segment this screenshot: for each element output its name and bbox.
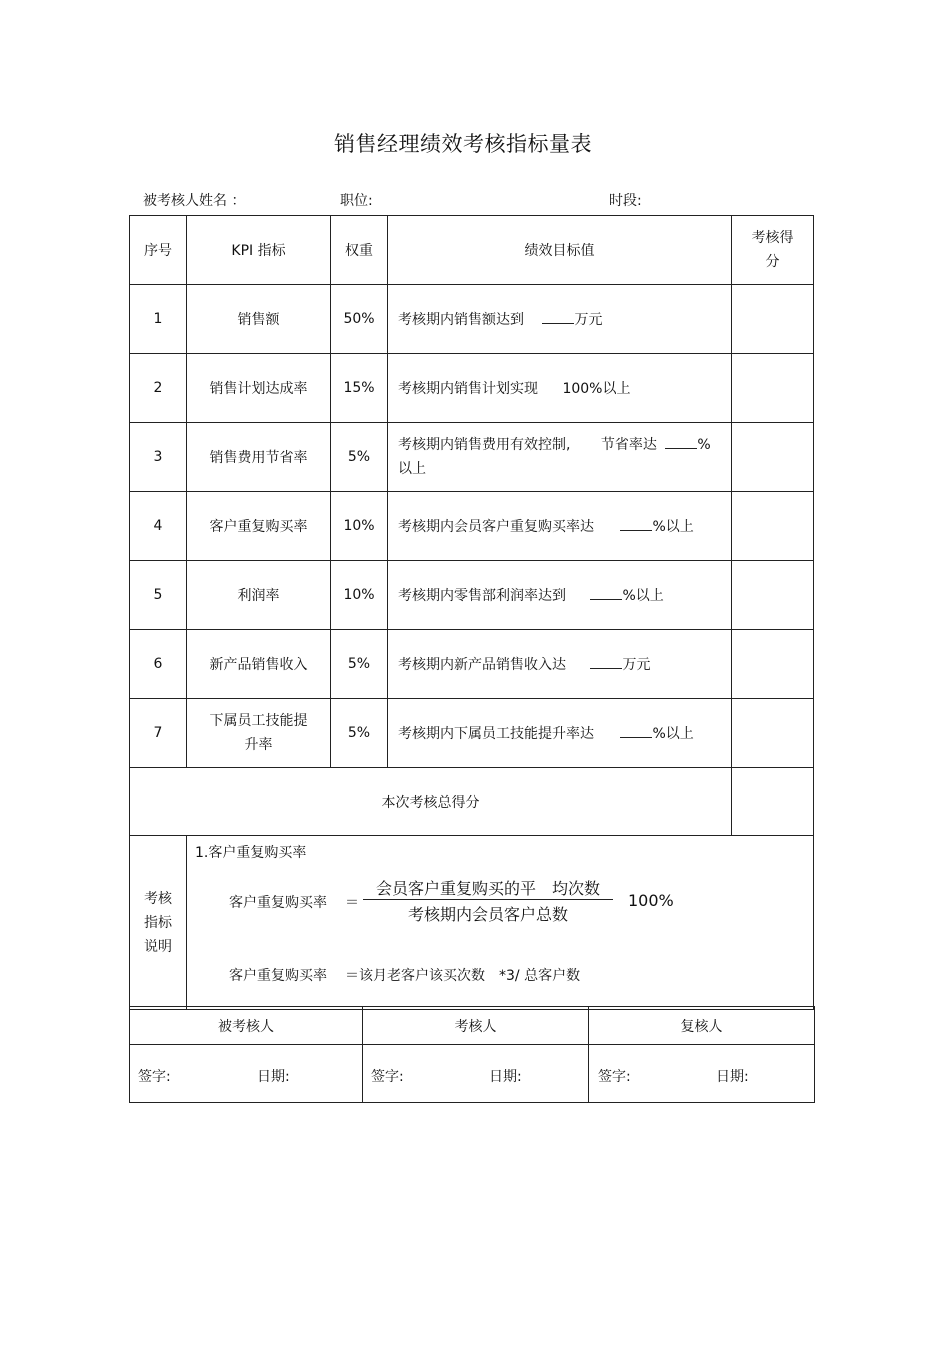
row-weight: 5% bbox=[331, 699, 388, 768]
fill-blank[interactable] bbox=[590, 587, 622, 600]
signoff-header-appraisee: 被考核人 bbox=[130, 1007, 363, 1045]
row-weight: 15% bbox=[331, 354, 388, 423]
row-seq: 3 bbox=[130, 423, 187, 492]
fill-blank[interactable] bbox=[590, 656, 622, 669]
formula-numerator: 会员客户重复购买的平 均次数 bbox=[375, 879, 600, 898]
signoff-header-reviewer: 复核人 bbox=[589, 1007, 815, 1045]
fill-blank[interactable] bbox=[620, 518, 652, 531]
description-row bbox=[130, 836, 814, 1010]
date-label: 日期: bbox=[257, 1069, 290, 1085]
formula2-lhs: 客户重复购买率 bbox=[229, 968, 327, 984]
row-score[interactable] bbox=[732, 630, 814, 699]
table-row bbox=[130, 699, 814, 768]
row-kpi: 客户重复购买率 bbox=[187, 492, 331, 561]
description-label: 考核指标说明 bbox=[130, 836, 187, 1010]
total-row bbox=[130, 768, 814, 836]
row-target: 考核期内零售部利润率达到 %以上 bbox=[388, 561, 732, 630]
header-seq: 序号 bbox=[130, 216, 187, 285]
signoff-header-appraiser: 考核人 bbox=[363, 1007, 589, 1045]
header-weight: 权重 bbox=[331, 216, 388, 285]
description-heading: 1.客户重复购买率 bbox=[195, 845, 307, 861]
table-row bbox=[130, 423, 814, 492]
row-target: 考核期内会员客户重复购买率达 %以上 bbox=[388, 492, 732, 561]
row-weight: 10% bbox=[331, 561, 388, 630]
row-kpi: 利润率 bbox=[187, 561, 331, 630]
description-content bbox=[187, 836, 814, 1010]
signoff-cell-reviewer[interactable] bbox=[589, 1045, 815, 1103]
row-score[interactable] bbox=[732, 699, 814, 768]
row-target: 考核期内销售费用有效控制, 节省率达 % 以上 bbox=[388, 423, 732, 492]
name-label: 被考核人姓名 ： bbox=[143, 193, 246, 209]
row-weight: 5% bbox=[331, 630, 388, 699]
page-title: 销售经理绩效考核指标量表 bbox=[334, 132, 592, 156]
signoff-cell-appraiser[interactable] bbox=[363, 1045, 589, 1103]
fraction-bar bbox=[363, 899, 613, 900]
header-target: 绩效目标值 bbox=[388, 216, 732, 285]
table-row bbox=[130, 285, 814, 354]
table-row bbox=[130, 630, 814, 699]
row-kpi: 销售计划达成率 bbox=[187, 354, 331, 423]
row-weight: 50% bbox=[331, 285, 388, 354]
table-row bbox=[130, 354, 814, 423]
row-target: 考核期内新产品销售收入达 万元 bbox=[388, 630, 732, 699]
total-label: 本次考核总得分 bbox=[130, 768, 732, 836]
formula-denominator: 考核期内会员客户总数 bbox=[407, 905, 568, 924]
row-kpi: 销售额 bbox=[187, 285, 331, 354]
row-kpi: 下属员工技能提升率 bbox=[187, 699, 331, 768]
row-seq: 2 bbox=[130, 354, 187, 423]
row-score[interactable] bbox=[732, 492, 814, 561]
row-score[interactable] bbox=[732, 354, 814, 423]
date-label: 日期: bbox=[489, 1069, 522, 1085]
fill-blank[interactable] bbox=[620, 725, 652, 738]
row-weight: 10% bbox=[331, 492, 388, 561]
fill-blank[interactable] bbox=[542, 311, 574, 324]
row-score[interactable] bbox=[732, 285, 814, 354]
formula-lhs: 客户重复购买率 bbox=[229, 895, 327, 911]
formula-equals: ＝ bbox=[345, 895, 359, 911]
fill-blank[interactable] bbox=[665, 436, 697, 449]
row-target: 考核期内下属员工技能提升率达 %以上 bbox=[388, 699, 732, 768]
signoff-row bbox=[130, 1045, 815, 1103]
date-label: 日期: bbox=[716, 1069, 749, 1085]
row-seq: 7 bbox=[130, 699, 187, 768]
header-score: 考核得分 bbox=[732, 216, 814, 285]
sign-label: 签字: bbox=[598, 1069, 631, 1085]
row-score[interactable] bbox=[732, 561, 814, 630]
header-kpi: KPI 指标 bbox=[187, 216, 331, 285]
row-seq: 1 bbox=[130, 285, 187, 354]
row-target: 考核期内销售额达到 万元 bbox=[388, 285, 732, 354]
row-target: 考核期内销售计划实现 100%以上 bbox=[388, 354, 732, 423]
formula-multiplier: 100% bbox=[628, 891, 674, 910]
kpi-table bbox=[129, 215, 814, 1010]
period-label: 时段: bbox=[609, 193, 642, 209]
formula2-rhs: ＝该月老客户该买次数 *3/ 总客户数 bbox=[345, 968, 581, 984]
row-kpi: 新产品销售收入 bbox=[187, 630, 331, 699]
signoff-table bbox=[129, 1006, 815, 1103]
sign-label: 签字: bbox=[138, 1069, 171, 1085]
row-seq: 6 bbox=[130, 630, 187, 699]
sign-label: 签字: bbox=[371, 1069, 404, 1085]
signoff-header-row bbox=[130, 1007, 815, 1045]
row-weight: 5% bbox=[331, 423, 388, 492]
total-score[interactable] bbox=[732, 768, 814, 836]
row-seq: 4 bbox=[130, 492, 187, 561]
position-label: 职位: bbox=[340, 193, 373, 209]
table-row bbox=[130, 561, 814, 630]
row-seq: 5 bbox=[130, 561, 187, 630]
signoff-cell-appraisee[interactable] bbox=[130, 1045, 363, 1103]
row-kpi: 销售费用节省率 bbox=[187, 423, 331, 492]
table-row bbox=[130, 492, 814, 561]
row-score[interactable] bbox=[732, 423, 814, 492]
header-row bbox=[130, 216, 814, 285]
